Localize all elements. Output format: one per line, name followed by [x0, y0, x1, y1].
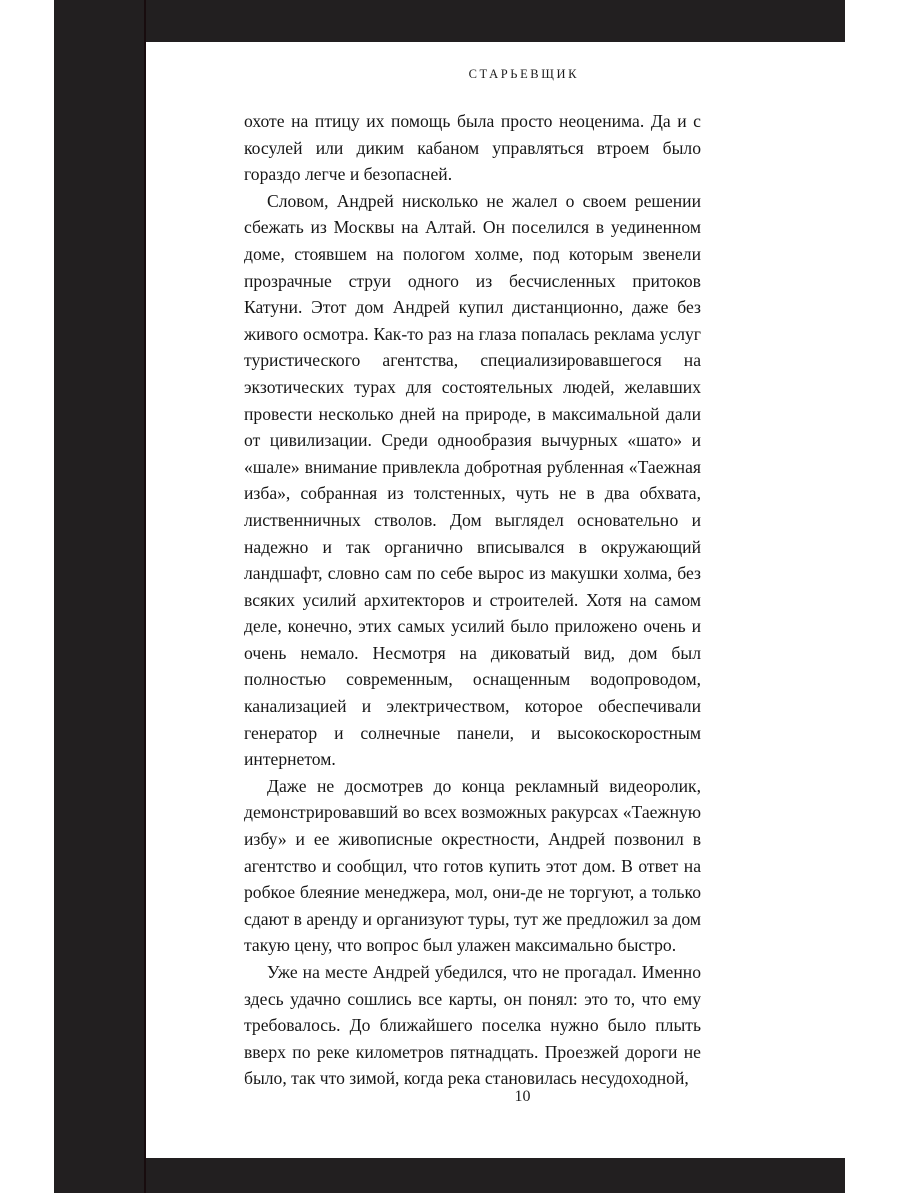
book-cover-frame	[54, 0, 845, 1193]
page-number: 10	[514, 1088, 531, 1105]
book-page	[146, 42, 899, 1158]
running-head: СТАРЬЕВЩИК	[468, 67, 580, 81]
paragraph: охоте на птицу их помощь была просто неоценима. Да и с косулей или диким кабаном управляться втроем было гораздо легче и безопасней.	[244, 111, 701, 185]
paragraph: Словом, Андрей нисколько не жалел о своем решении сбежать из Москвы на Алтай. Он поселился в уединенном доме, стоявшем на пологом холме, под которым звенели прозрачные струи одного из бесчисленных притоков Катуни. Этот дом Андрей купил дистанционно, даже без живого осмотра. Как-то раз на глаза попалась реклама услуг туристического агентства, специализировавшегося на экзотических турах для состоятельных людей, желавших провести несколько дней на природе, в максимальной дали от цивилизации. Среди однообразия вычурных «шато» и «шале» внимание привлекла добротная рубленная «Таежная изба», собранная из толстенных, чуть не в два обхвата, лиственничных стволов. Дом выглядел основательно и надежно и так органично вписывался в окружающий ландшафт, словно сам по себе вырос из макушки холма, без всяких усилий архитекторов и строителей. Хотя на самом деле, конечно, этих самых усилий было приложено очень и очень немало. Несмотря на диковатый вид, дом был полностью современным, оснащенным водопроводом, канализацией и электричеством, которое обеспечивали генератор и солнечные панели, и высокоскоростным интернетом.	[244, 190, 701, 770]
paragraph: Даже не досмотрев до конца рекламный видеоролик, демонстрировавший во всех возможных ракурсах «Таежную избу» и ее живописные окрестности, Андрей позвонил в агентство и сообщил, что готов купить этот дом. В ответ на робкое блеяние менеджера, мол, они-де не торгуют, а только сдают в аренду и организуют туры, тут же предложил за дом такую цену, что вопрос был улажен максимально быстро.	[244, 775, 701, 956]
body-text-column	[244, 108, 701, 1092]
paragraph: Уже на месте Андрей убедился, что не прогадал. Именно здесь удачно сошлись все карты, он понял: это то, что ему требовалось. До ближайшего поселка нужно было плыть вверх по реке километров пятнадцать. Проезжей дороги не было, так что зимой, когда река становилась несудоходной,	[244, 962, 701, 1089]
